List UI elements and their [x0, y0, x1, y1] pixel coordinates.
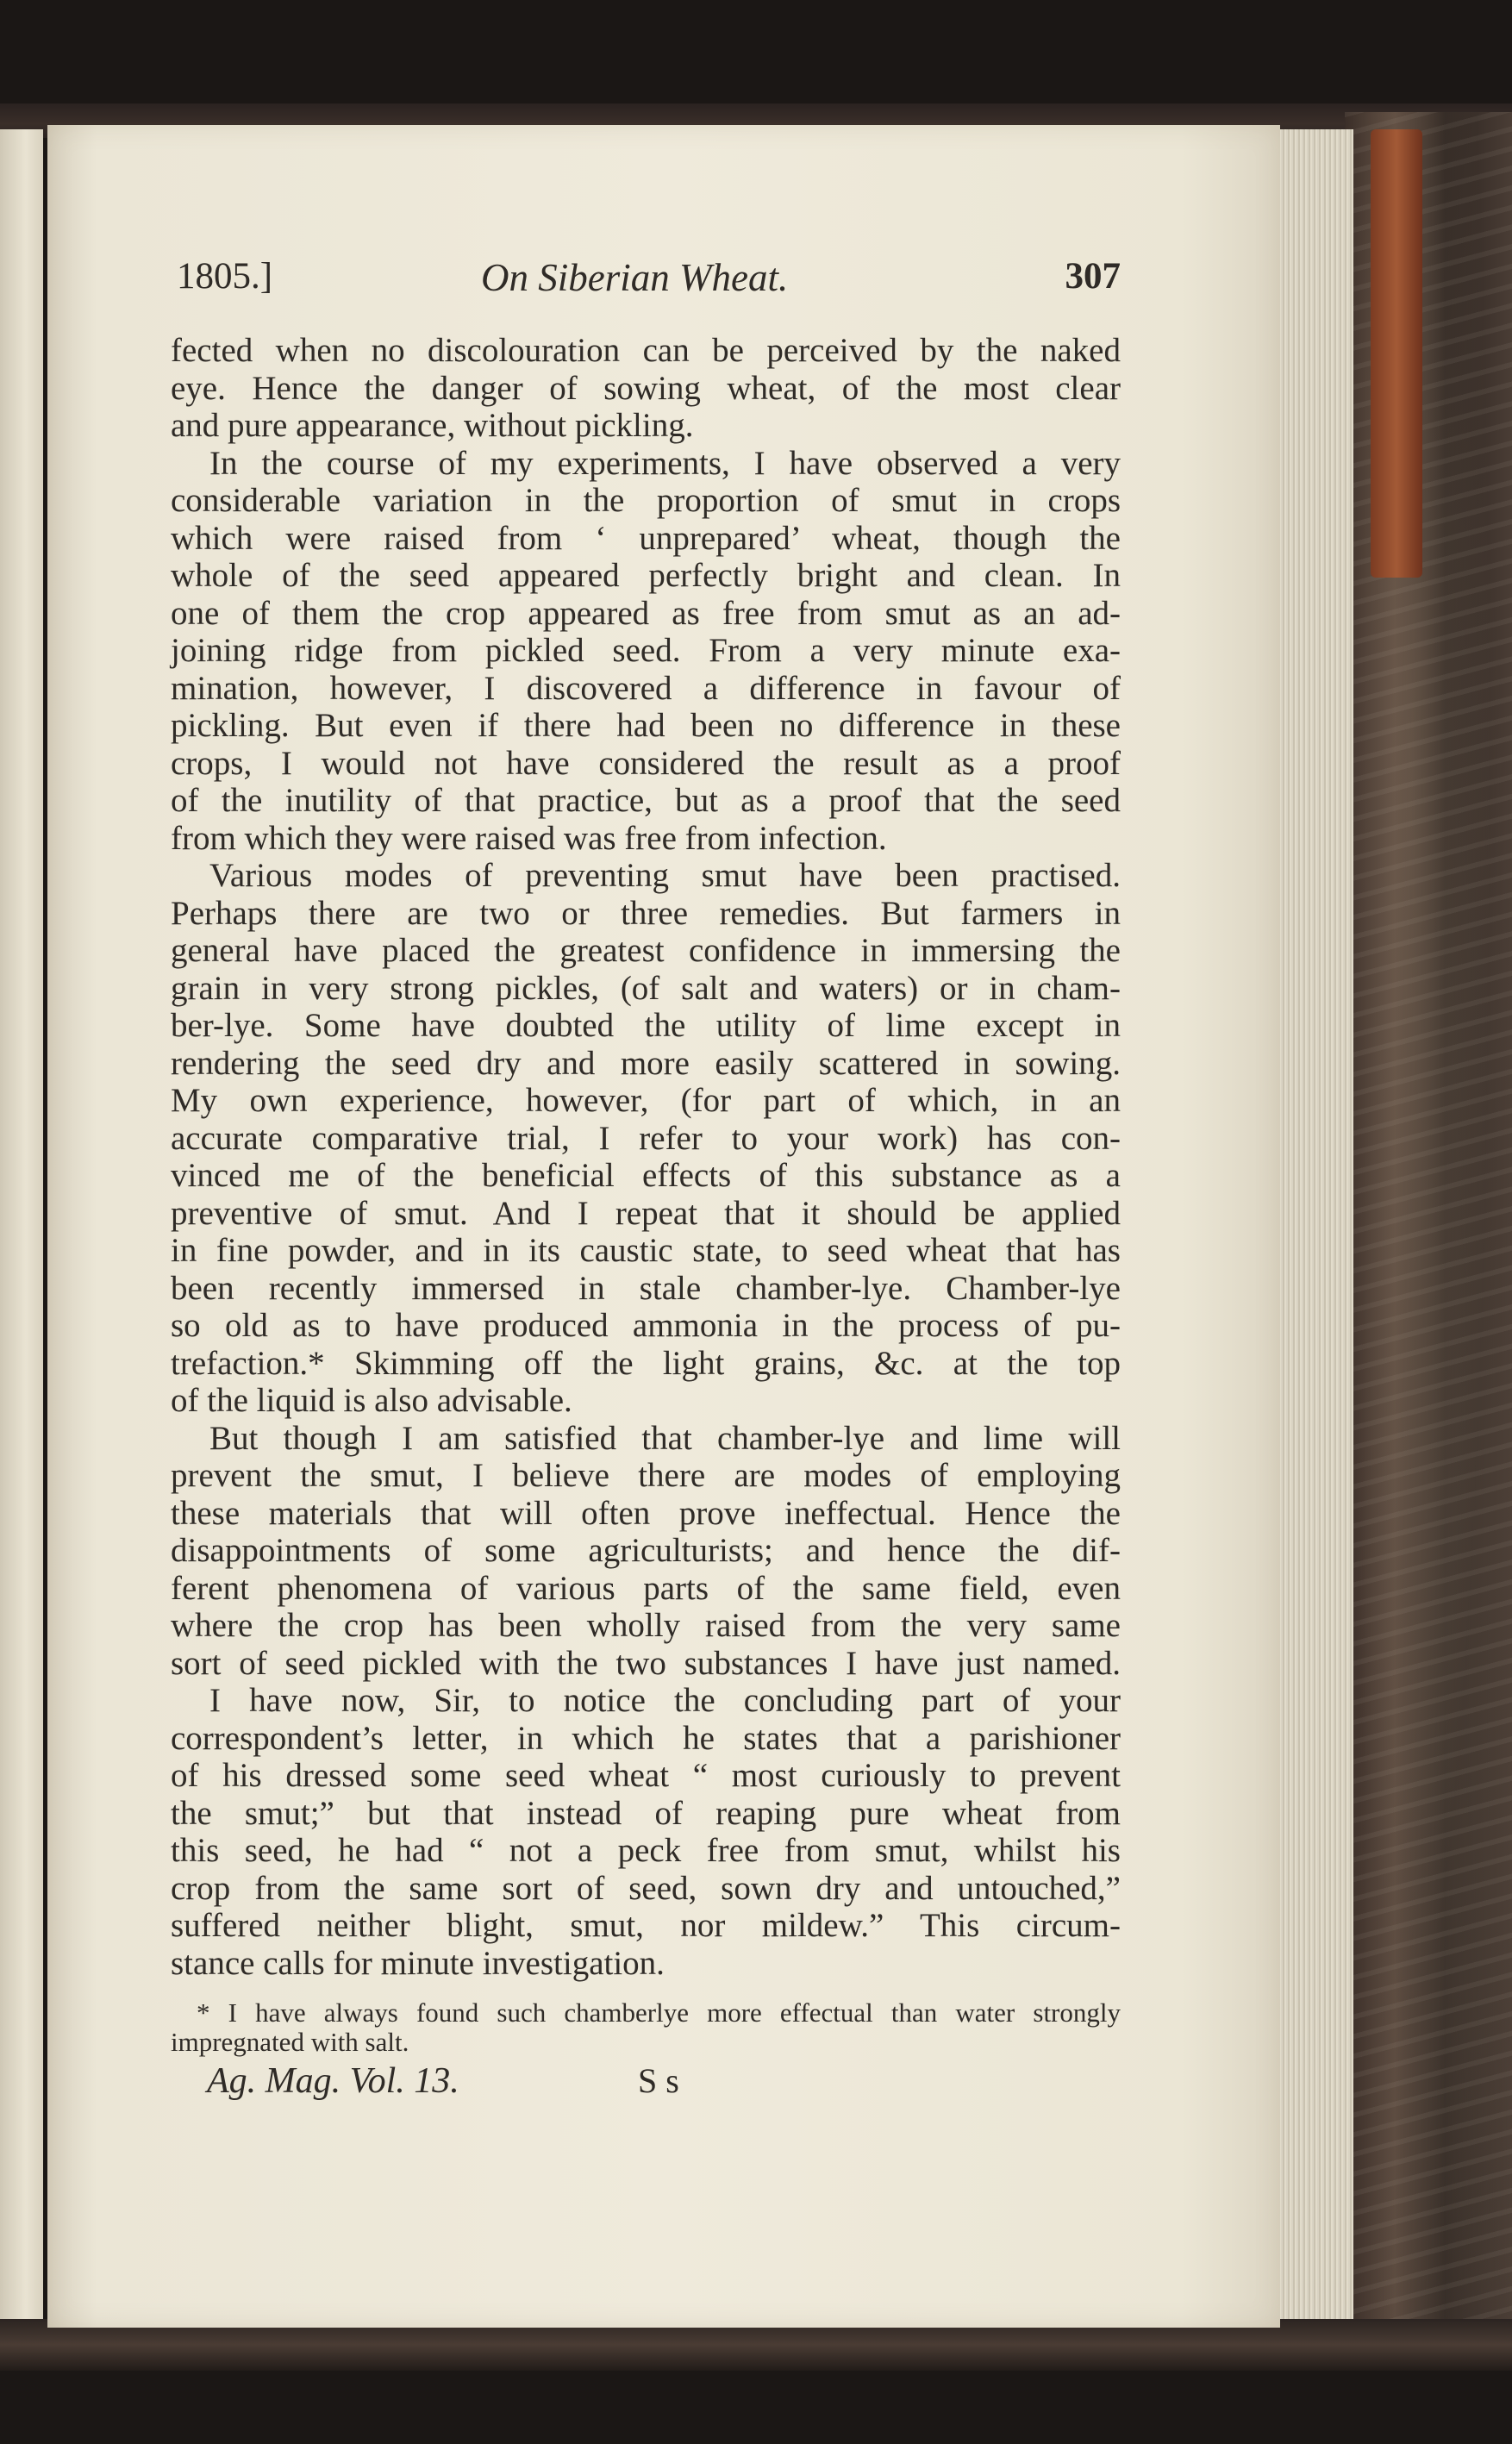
text-line: rendering the seed dry and more easily scattered in sowing.: [171, 1044, 1121, 1082]
text-line: vinced me of the beneficial effects of this substance as a: [171, 1157, 1121, 1194]
text-line: where the crop has been wholly raised from the very same: [171, 1607, 1121, 1644]
text-line: one of them the crop appeared as free from smut as an ad-: [171, 594, 1121, 632]
footnote-line: * I have always found such chamberlye more effectual than water strongly: [197, 1997, 1121, 2028]
signature-line: [207, 2060, 724, 2103]
text-line: the smut;” but that instead of reaping pure wheat from: [171, 1794, 1121, 1832]
text-line: But though I am satisfied that chamber-lye and lime will: [209, 1419, 1121, 1457]
text-line: accurate comparative trial, I refer to your work) has con-: [171, 1119, 1121, 1157]
text-line: crop from the same sort of seed, sown dry and untouched,”: [171, 1869, 1121, 1907]
text-line: so old as to have produced ammonia in the process of pu-: [171, 1307, 1121, 1344]
text-line: mination, however, I discovered a difference in favour of: [171, 669, 1121, 707]
text-line: sort of seed pickled with the two substances I have just named.: [171, 1644, 1121, 1682]
text-line: grain in very strong pickles, (of salt and waters) or in cham-: [171, 969, 1121, 1007]
text-line: fected when no discolouration can be perceived by the naked: [171, 332, 1121, 369]
text-line: in fine powder, and in its caustic state, to seed wheat that has: [171, 1232, 1121, 1269]
text-line: general have placed the greatest confidence in immersing the: [171, 932, 1121, 969]
text-line: whole of the seed appeared perfectly bright and clean. In: [171, 557, 1121, 594]
text-line: stance calls for minute investigation.: [171, 1944, 665, 1982]
text-line: from which they were raised was free from infection.: [171, 819, 887, 857]
footnote-line: impregnated with salt.: [171, 2027, 409, 2057]
volume-reference: Ag. Mag. Vol. 13.: [207, 2061, 459, 2101]
text-line: considerable variation in the proportion of smut in crops: [171, 482, 1121, 519]
text-line: disappointments of some agriculturists; and hence the dif-: [171, 1532, 1121, 1569]
footnote: [171, 1998, 1121, 2057]
text-line: Various modes of preventing smut have been practised.: [209, 857, 1121, 894]
text-line: ferent phenomena of various parts of the same field, even: [171, 1569, 1121, 1607]
text-line: ber-lye. Some have doubted the utility of lime except in: [171, 1007, 1121, 1044]
text-line: pickling. But even if there had been no difference in these: [171, 707, 1121, 744]
text-line: In the course of my experiments, I have observed a very: [209, 444, 1121, 482]
text-line: of the inutility of that practice, but as a proof that the seed: [171, 782, 1121, 819]
text-line: My own experience, however, (for part of which, in an: [171, 1082, 1121, 1119]
text-line: this seed, he had “ not a peck free from smut, whilst his: [171, 1832, 1121, 1869]
text-line: correspondent’s letter, in which he states that a parishioner: [171, 1719, 1121, 1757]
text-line: eye. Hence the danger of sowing wheat, of the most clear: [171, 369, 1121, 407]
running-head-year: 1805.]: [177, 256, 273, 297]
text-line: which were raised from ‘ unprepared’ wheat, though the: [171, 519, 1121, 557]
text-line: suffered neither blight, smut, nor mildew.” This circum-: [171, 1907, 1121, 1944]
running-head: [177, 255, 1121, 307]
signature-mark: S s: [638, 2061, 679, 2100]
text-line: and pure appearance, without pickling.: [171, 407, 694, 444]
text-line: joining ridge from pickled seed. From a very minute exa-: [171, 632, 1121, 669]
text-line: trefaction.* Skimming off the light grains, &c. at the top: [171, 1344, 1121, 1382]
text-line: of the liquid is also advisable.: [171, 1382, 572, 1419]
text-line: prevent the smut, I believe there are modes of employing: [171, 1457, 1121, 1494]
text-line: crops, I would not have considered the result as a proof: [171, 744, 1121, 782]
text-line: been recently immersed in stale chamber-lye. Chamber-lye: [171, 1269, 1121, 1307]
text-line: I have now, Sir, to notice the concluding part of your: [209, 1682, 1121, 1719]
running-head-title: On Siberian Wheat.: [481, 256, 789, 299]
page-number: 307: [1065, 256, 1121, 297]
facing-page-edge: [0, 129, 43, 2336]
text-line: of his dressed some seed wheat “ most curiously to prevent: [171, 1757, 1121, 1794]
leather-spine-corner: [1371, 129, 1422, 578]
text-line: Perhaps there are two or three remedies. But farmers in: [171, 894, 1121, 932]
text-line: preventive of smut. And I repeat that it should be applied: [171, 1194, 1121, 1232]
page-stack-edges: [1276, 129, 1353, 2336]
article-body: [171, 332, 1121, 1982]
text-line: these materials that will often prove ineffectual. Hence the: [171, 1494, 1121, 1532]
